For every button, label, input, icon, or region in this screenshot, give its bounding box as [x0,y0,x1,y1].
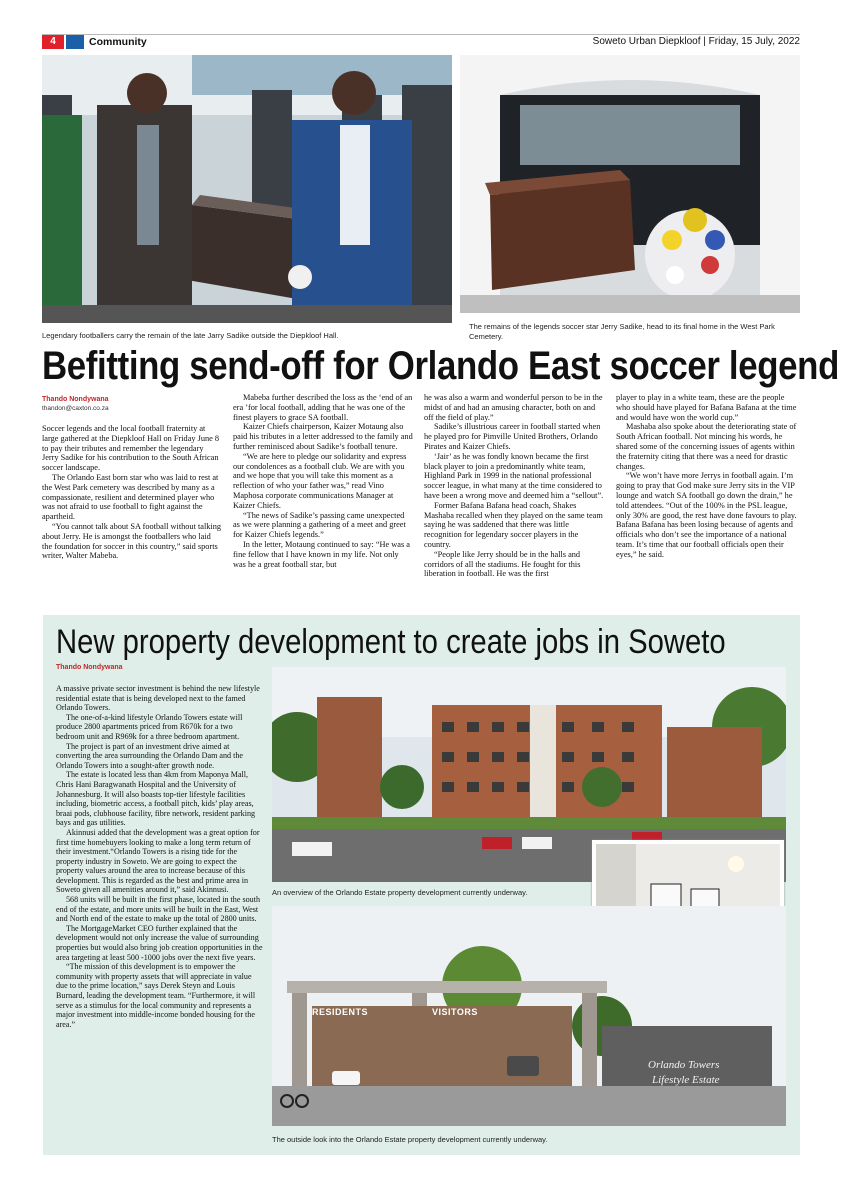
estate-sign-line2: Lifestyle Estate [652,1074,720,1086]
story1-col4 [616,393,800,560]
headline-property: New property development to create jobs in Soweto [56,623,726,661]
photo2-caption: The remains of the legends soccer star Jerry Sadike, head to its final home in the West Park Cemetery. [469,322,775,341]
paragraph: The one-of-a-kind lifestyle Orlando Towers estate will produce 2800 apartments priced from R670k for a two bedroom unit and R969k for a three bedroom apartment. [56,712,243,741]
paragraph: The MortgageMarket CEO further explained that the development would not only increase the value of surrounding properties but would also bring job creation opportunities in the area targeting at least 500 -1000 jobs over the next five years. [56,923,263,962]
paragraph: “People like Jerry should be in the halls and corridors of all the stadiums. He fought for this liberation in football. He was the first [424,549,581,579]
estate-sign-line1: Orlando Towers [648,1059,720,1071]
paragraph: The project is part of an investment drive aimed at converting the area surrounding the Orlando Dam and the Orlando Towers into a sought-after growth node. [56,741,243,770]
paragraph: The estate is located less than 4km from Maponya Mall, Chris Hani Baragwanath Hospital and the University of Johannesburg. It will also boasts top-tier lifestyle facilities including, biometric access, a football pitch, kids’ play areas, braai pods, clubhouse facility, fibre network, resident parking bays and gas utilities. [56,770,256,828]
paragraph: Mashaba also spoke about the deteriorating state of South African football. Not mincing his words, he shared some of the concerning issues of agents within the fraternity citing that there was a need for drastic changes. [616,422,797,471]
author-email: thandon@caxton.co.za [42,405,109,412]
paragraph: In the letter, Motaung continued to say: “He was a fine fellow that I have known in my life. Not only was he a great football star, but [233,539,410,569]
paragraph: “We are here to pledge our solidarity and express our condolences as a football club. We are with you and we hope that you will take this moment as a reflection of who your father was,” read Vino Maphosa corporate communications Manager at Kaizer Chiefs. [233,451,407,510]
paragraph: Mabeba further described the loss as the ‘end of an era ’for local football, adding that he was one of the finest players to grace SA football. [233,393,413,422]
paragraph: Former Bafana Bafana head coach, Shakes Mashaba recalled when they played on the same team saying he was saddened that there was little recognition for legendary soccer players in the country. [424,500,603,549]
paragraph: “We won’t have more Jerrys in football again. I’m going to pray that God make sure Jerry sits in the VIP lounge and watch SA football go down the drain,” he told attendees. “Out of the 100% in the PSL league, only 30% are good, the rest have done favours to play. Bafana Bafana has been losing because of agents and officials who don’t see the importance of a national team. It’s time that our football officials open their eyes,” he said. [616,471,797,559]
pallbearers-photo [42,55,452,323]
story1-col2 [233,393,413,569]
page-number: 4 [42,35,64,49]
paragraph: ‘Jair’ as he was fondly known became the first black player to join a predominantly white team, Highland Park in 1999 in the national professional soccer league, in what many at the time considered to have been a wrong move and deemed him a “sellout”. [424,451,604,500]
paragraph: A massive private sector investment is behind the new lifestyle residential estate that is being developed next to the famed Orlando Towers. [56,684,260,713]
gate-label-visitors: VISITORS [432,1007,478,1017]
paragraph: “The mission of this development is to empower the community with property assets that will appreciate in value due to the prime location,” says Derek Steyn and Louis Burnard, leading the development team. “Furthermore, it will serve as a stimulus for the local community and represents a major investment into middle-income bonded housing for the area.” [56,962,256,1029]
gate-label-residents: RESIDENTS [312,1007,369,1017]
story1-col1 [42,424,222,561]
hearse-photo [460,55,800,313]
paragraph: “You cannot talk about SA football without talking about Jerry. He is amongst the footballers who laid the foundation for soccer in this country,” said sports writer, Walter Mabeba. [42,521,221,561]
paragraph: “The news of Sadike’s passing came unexpected as we were planning a gathering of a meet and greet for Kaizer Chiefs legends.” [233,510,406,540]
estate-entrance-rendering [272,906,786,1126]
paragraph: The Orlando East born star who was laid to rest at the West Park cemetery was described by many as a compassionate, resilient and determined player who was not afraid to use football to fight against the apartheid. [42,472,219,522]
story2-body [56,684,263,1029]
section-label: Community [89,36,147,48]
publication-line: Soweto Urban Diepkloof | Friday, 15 July, 2022 [592,36,800,47]
header-color-block [66,35,84,49]
rendering2-caption: The outside look into the Orlando Estate property development currently underway. [272,1135,548,1144]
paragraph: Kaizer Chiefs chairperson, Kaizer Motaung also paid his tributes in a letter addressed to the family and further reminisced about Sadike’s football tenure. [233,422,413,451]
paragraph: 568 units will be built in the first phase, located in the south end of the estate, and more units will be built in the East, West and North end of the estate to make up the total of 2800 units. [56,895,260,924]
byline-story1: Thando Nondywana [42,396,109,403]
story1-col3 [424,393,604,579]
photo1-caption: Legendary footballers carry the remain of the late Jarry Sadike outside the Diepkloof Hall. [42,331,339,340]
byline-story2: Thando Nondywana [56,664,123,671]
paragraph: Akinnusi added that the development was a great option for first time homebuyers looking to make a long term return of their investment.“Orlando Towers is a rising tide for the property industry in Soweto. We are going to expect the property values around the area to increase because of this development. This is regarded as the best and prime area in Soweto given all amenities around it,” said Akinnusi. [56,827,260,895]
paragraph: Soccer legends and the local football fraternity at large gathered at the Diepkloof Hall on Friday June 8 to pay their tributes and remember the legendary Jerry Sadike for his contribution to the South African soccer landscape. [42,424,220,473]
paragraph: Sadike’s illustrious career in football started when he played pro for Pimville United Brothers, Orlando Pirates and Kaizer Chiefs. [424,422,601,451]
paragraph: he was also a warm and wonderful person to be in the midst of and had an amusing character, both on and off the field of play.” [424,393,603,422]
rendering1-caption: An overview of the Orlando Estate property development currently underway. [272,888,528,897]
paragraph: player to play in a white team, these are the people who should have played for Bafana Bafana at the time and would have won the world cup.” [616,393,797,422]
headline-main: Befitting send-off for Orlando East soccer legend [42,344,839,388]
